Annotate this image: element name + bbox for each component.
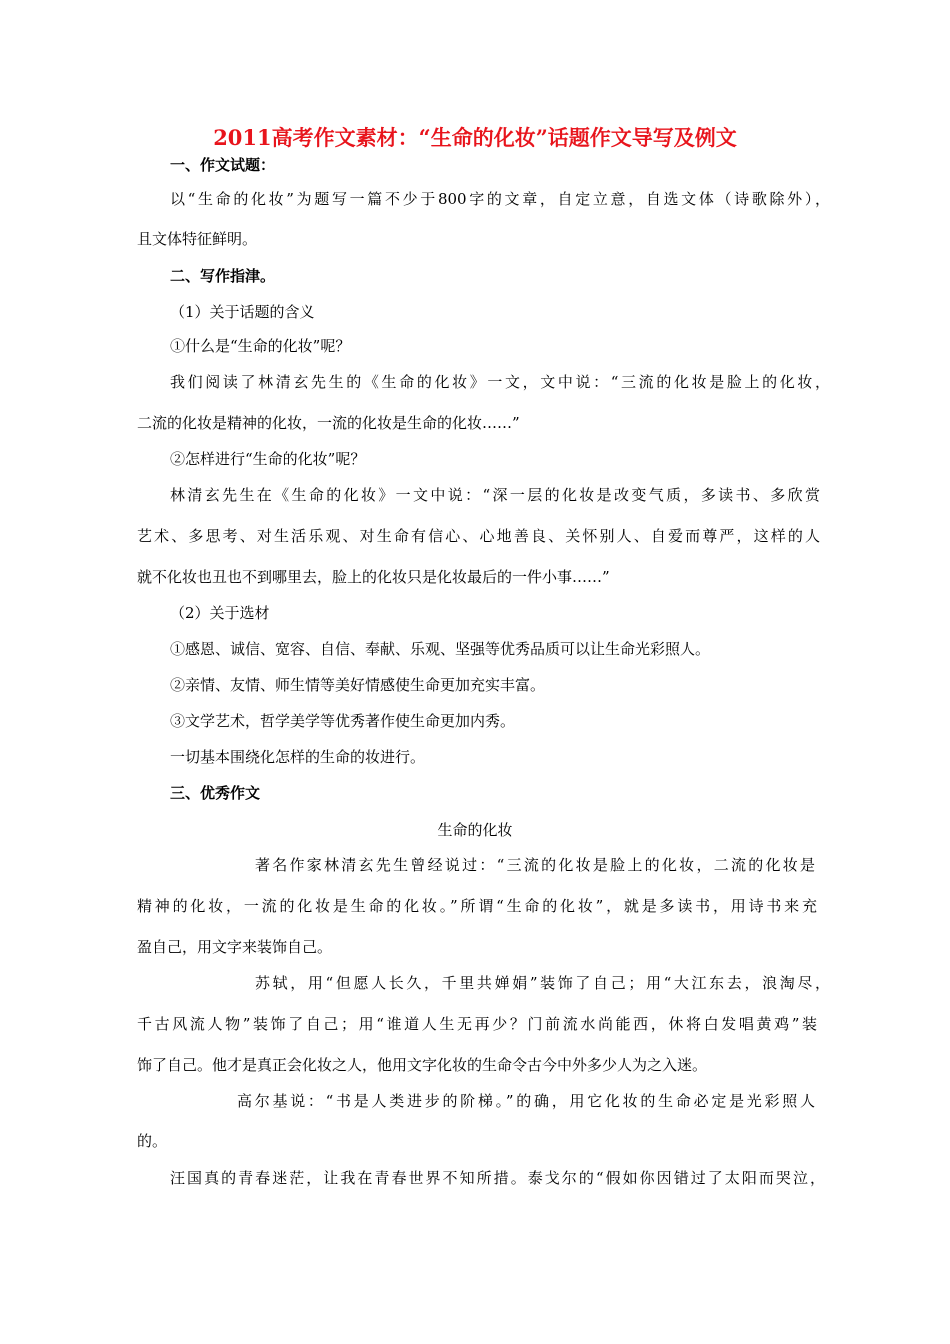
section-heading-1: 一、作文试题：	[170, 156, 276, 174]
section-heading-3: 三、优秀作文	[170, 784, 261, 802]
document-title: 2011高考作文素材：“生命的化妆”话题作文导写及例文	[213, 125, 737, 150]
paragraph-line: 汪国真的青春迷茫，让我在青春世界不知所措。泰戈尔的“假如你因错过了太阳而哭泣，	[170, 1169, 825, 1187]
paragraph-line: 的。	[137, 1132, 168, 1150]
question-line: ①什么是“生命的化妆”呢？	[170, 337, 351, 355]
paragraph-line: 我们阅读了林清玄先生的《生命的化妆》一文，文中说：“三流的化妆是脸上的化妆，	[170, 373, 830, 391]
paragraph-line: 艺术、多思考、对生活乐观、对生命有信心、心地善良、关怀别人、自爱而尊严，这样的人	[137, 527, 820, 545]
subheading: （1）关于话题的含义	[170, 303, 315, 321]
paragraph-line: 饰了自己。他才是真正会化妆之人，他用文字化妆的生命令古今中外多少人为之入迷。	[137, 1056, 708, 1074]
paragraph-line: 二流的化妆是精神的化妆，一流的化妆是生命的化妆……”	[137, 414, 520, 432]
list-item: 一切基本围绕化怎样的生命的妆进行。	[170, 748, 426, 766]
paragraph-line: 高尔基说：“书是人类进步的阶梯。”的确，用它化妆的生命必定是光彩照人	[237, 1092, 815, 1110]
paragraph-line: 精神的化妆，一流的化妆是生命的化妆。”所谓“生命的化妆”，就是多读书，用诗书来充	[137, 897, 817, 915]
paragraph-line: 著名作家林清玄先生曾经说过：“三流的化妆是脸上的化妆，二流的化妆是	[255, 856, 815, 874]
paragraph-line: 就不化妆也丑也不到哪里去，脸上的化妆只是化妆最后的一件小事……”	[137, 568, 610, 586]
list-item: ②亲情、友情、师生情等美好情感使生命更加充实丰富。	[170, 676, 546, 694]
paragraph-line: 且文体特征鲜明。	[137, 230, 258, 248]
subheading: （2）关于选材	[170, 604, 270, 622]
essay-title: 生命的化妆	[437, 821, 513, 839]
paragraph-line: 以“生命的化妆”为题写一篇不少于800字的文章，自定立意，自选文体（诗歌除外），	[170, 190, 830, 208]
list-item: ③文学艺术，哲学美学等优秀著作使生命更加内秀。	[170, 712, 516, 730]
paragraph-line: 苏轼，用“但愿人长久，千里共婵娟”装饰了自己；用“大江东去，浪淘尽，	[255, 974, 830, 992]
question-line: ②怎样进行“生命的化妆”呢？	[170, 450, 366, 468]
paragraph-line: 林清玄先生在《生命的化妆》一文中说：“深一层的化妆是改变气质，多读书、多欣赏	[170, 486, 820, 504]
list-item: ①感恩、诚信、宽容、自信、奉献、乐观、坚强等优秀品质可以让生命光彩照人。	[170, 640, 711, 658]
section-heading-2: 二、写作指津。	[170, 267, 276, 285]
paragraph-line: 千古风流人物”装饰了自己；用“谁道人生无再少？门前流水尚能西，休将白发唱黄鸡”装	[137, 1015, 817, 1033]
paragraph-line: 盈自己，用文字来装饰自己。	[137, 938, 333, 956]
